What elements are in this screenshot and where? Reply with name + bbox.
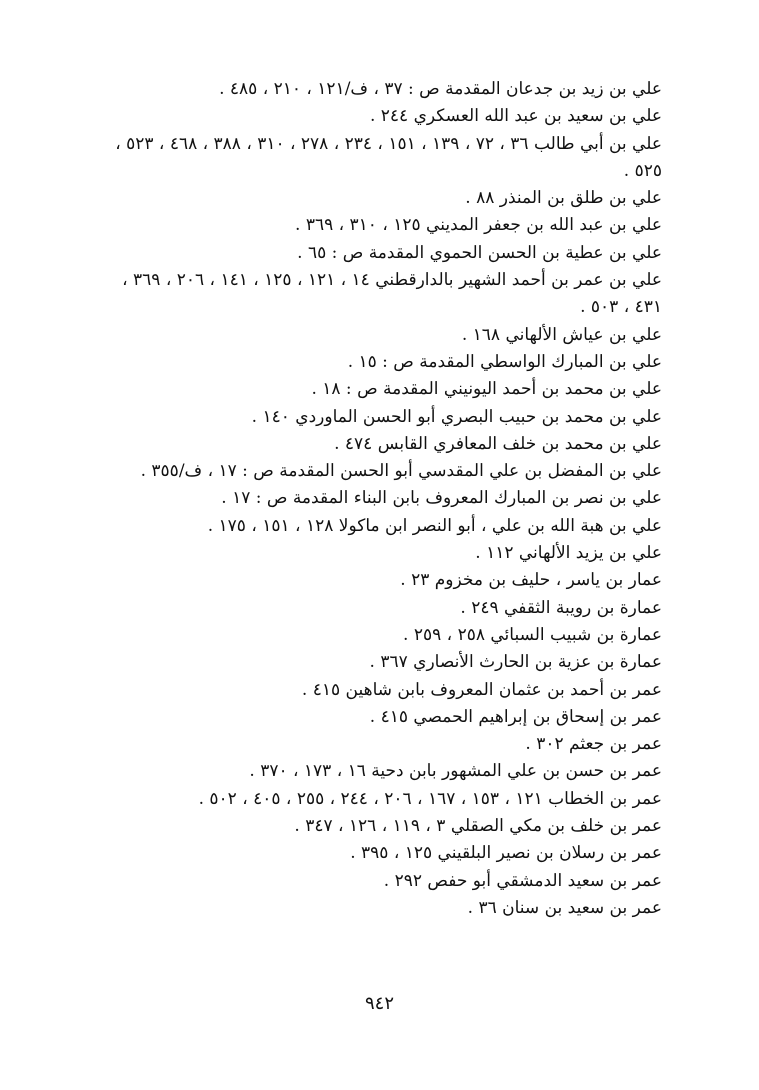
index-entry: علي بن محمد بن أحمد اليونيني المقدمة ص : ١٨ . [311,379,662,400]
index-entry: عمارة بن رويبة الثقفي ٢٤٩ . [460,597,662,618]
index-entry: عمار بن ياسر ، حليف بن مخزوم ٢٣ . [400,570,662,591]
index-entry: عمر بن إسحاق بن إبراهيم الحمصي ٤١٥ . [369,706,662,727]
index-entry: عمر بن جعثم ٣٠٢ . [525,734,662,755]
index-entry: عمارة بن عزية بن الحارث الأنصاري ٣٦٧ . [369,652,662,673]
index-entry: علي بن سعيد بن عبد الله العسكري ٢٤٤ . [369,106,662,127]
index-entry: علي بن محمد بن حبيب البصري أبو الحسن الماوردي ١٤٠ . [251,406,662,427]
index-entry: علي بن عياش الألهاني ١٦٨ . [461,324,662,345]
index-entry-list [90,76,662,922]
index-entry: علي بن عبد الله بن جعفر المديني ١٢٥ ، ٣١٠ ، ٣٦٩ . [295,215,662,236]
index-entry: علي بن نصر بن المبارك المعروف بابن البناء المقدمة ص : ١٧ . [221,488,662,509]
index-entry: عمر بن سعيد بن سنان ٣٦ . [467,897,662,918]
index-entry: عمر بن رسلان بن نصير البلقيني ١٢٥ ، ٣٩٥ . [350,843,662,864]
page-number: ٩٤٢ [364,993,394,1014]
index-entry: علي بن يزيد الألهاني ١١٢ . [475,543,662,564]
index-entry: علي بن محمد بن خلف المعافري القابس ٤٧٤ . [334,433,662,454]
index-entry: عمارة بن شبيب السبائي ٢٥٨ ، ٢٥٩ . [403,624,662,645]
index-entry: عمر بن أحمد بن عثمان المعروف بابن شاهين ٤١٥ . [301,679,662,700]
index-entry: عمر بن خلف بن مكي الصقلي ٣ ، ١١٩ ، ١٢٦ ، ٣٤٧ . [294,816,662,837]
index-entry: علي بن طلق بن المنذر ٨٨ . [465,188,662,209]
index-entry: علي بن المفضل بن علي المقدسي أبو الحسن المقدمة ص : ١٧ ، ف/٣٥٥ . [140,461,662,482]
index-entry: علي بن المبارك الواسطي المقدمة ص : ١٥ . [347,351,662,372]
index-entry: علي بن عطية بن الحسن الحموي المقدمة ص : ٦٥ . [297,242,662,263]
index-entry: عمر بن سعيد الدمشقي أبو حفص ٢٩٢ . [383,870,662,891]
index-entry: علي بن عمر بن أحمد الشهير بالدارقطني ١٤ ، ١٢١ ، ١٢٥ ، ١٤١ ، ٢٠٦ ، ٣٦٩ ، ٤٣١ ، ٥٠٣ . [122,270,662,318]
index-entry: علي بن أبي طالب ٣٦ ، ٧٢ ، ١٣٩ ، ١٥١ ، ٢٣٤ ، ٢٧٨ ، ٣١٠ ، ٣٨٨ ، ٤٦٨ ، ٥٢٣ ، ٥٢٥ . [115,133,662,181]
index-entry: علي بن هبة الله بن علي ، أبو النصر ابن ماكولا ١٢٨ ، ١٥١ ، ١٧٥ . [207,515,662,536]
index-entry: عمر بن الخطاب ١٢١ ، ١٥٣ ، ١٦٧ ، ٢٠٦ ، ٢٤٤ ، ٢٥٥ ، ٤٠٥ ، ٥٠٢ . [198,788,662,809]
index-entry: عمر بن حسن بن علي المشهور بابن دحية ١٦ ، ١٧٣ ، ٣٧٠ . [249,761,662,782]
index-entry: علي بن زيد بن جدعان المقدمة ص : ٣٧ ، ف/١٢١ ، ٢١٠ ، ٤٨٥ . [219,79,662,99]
